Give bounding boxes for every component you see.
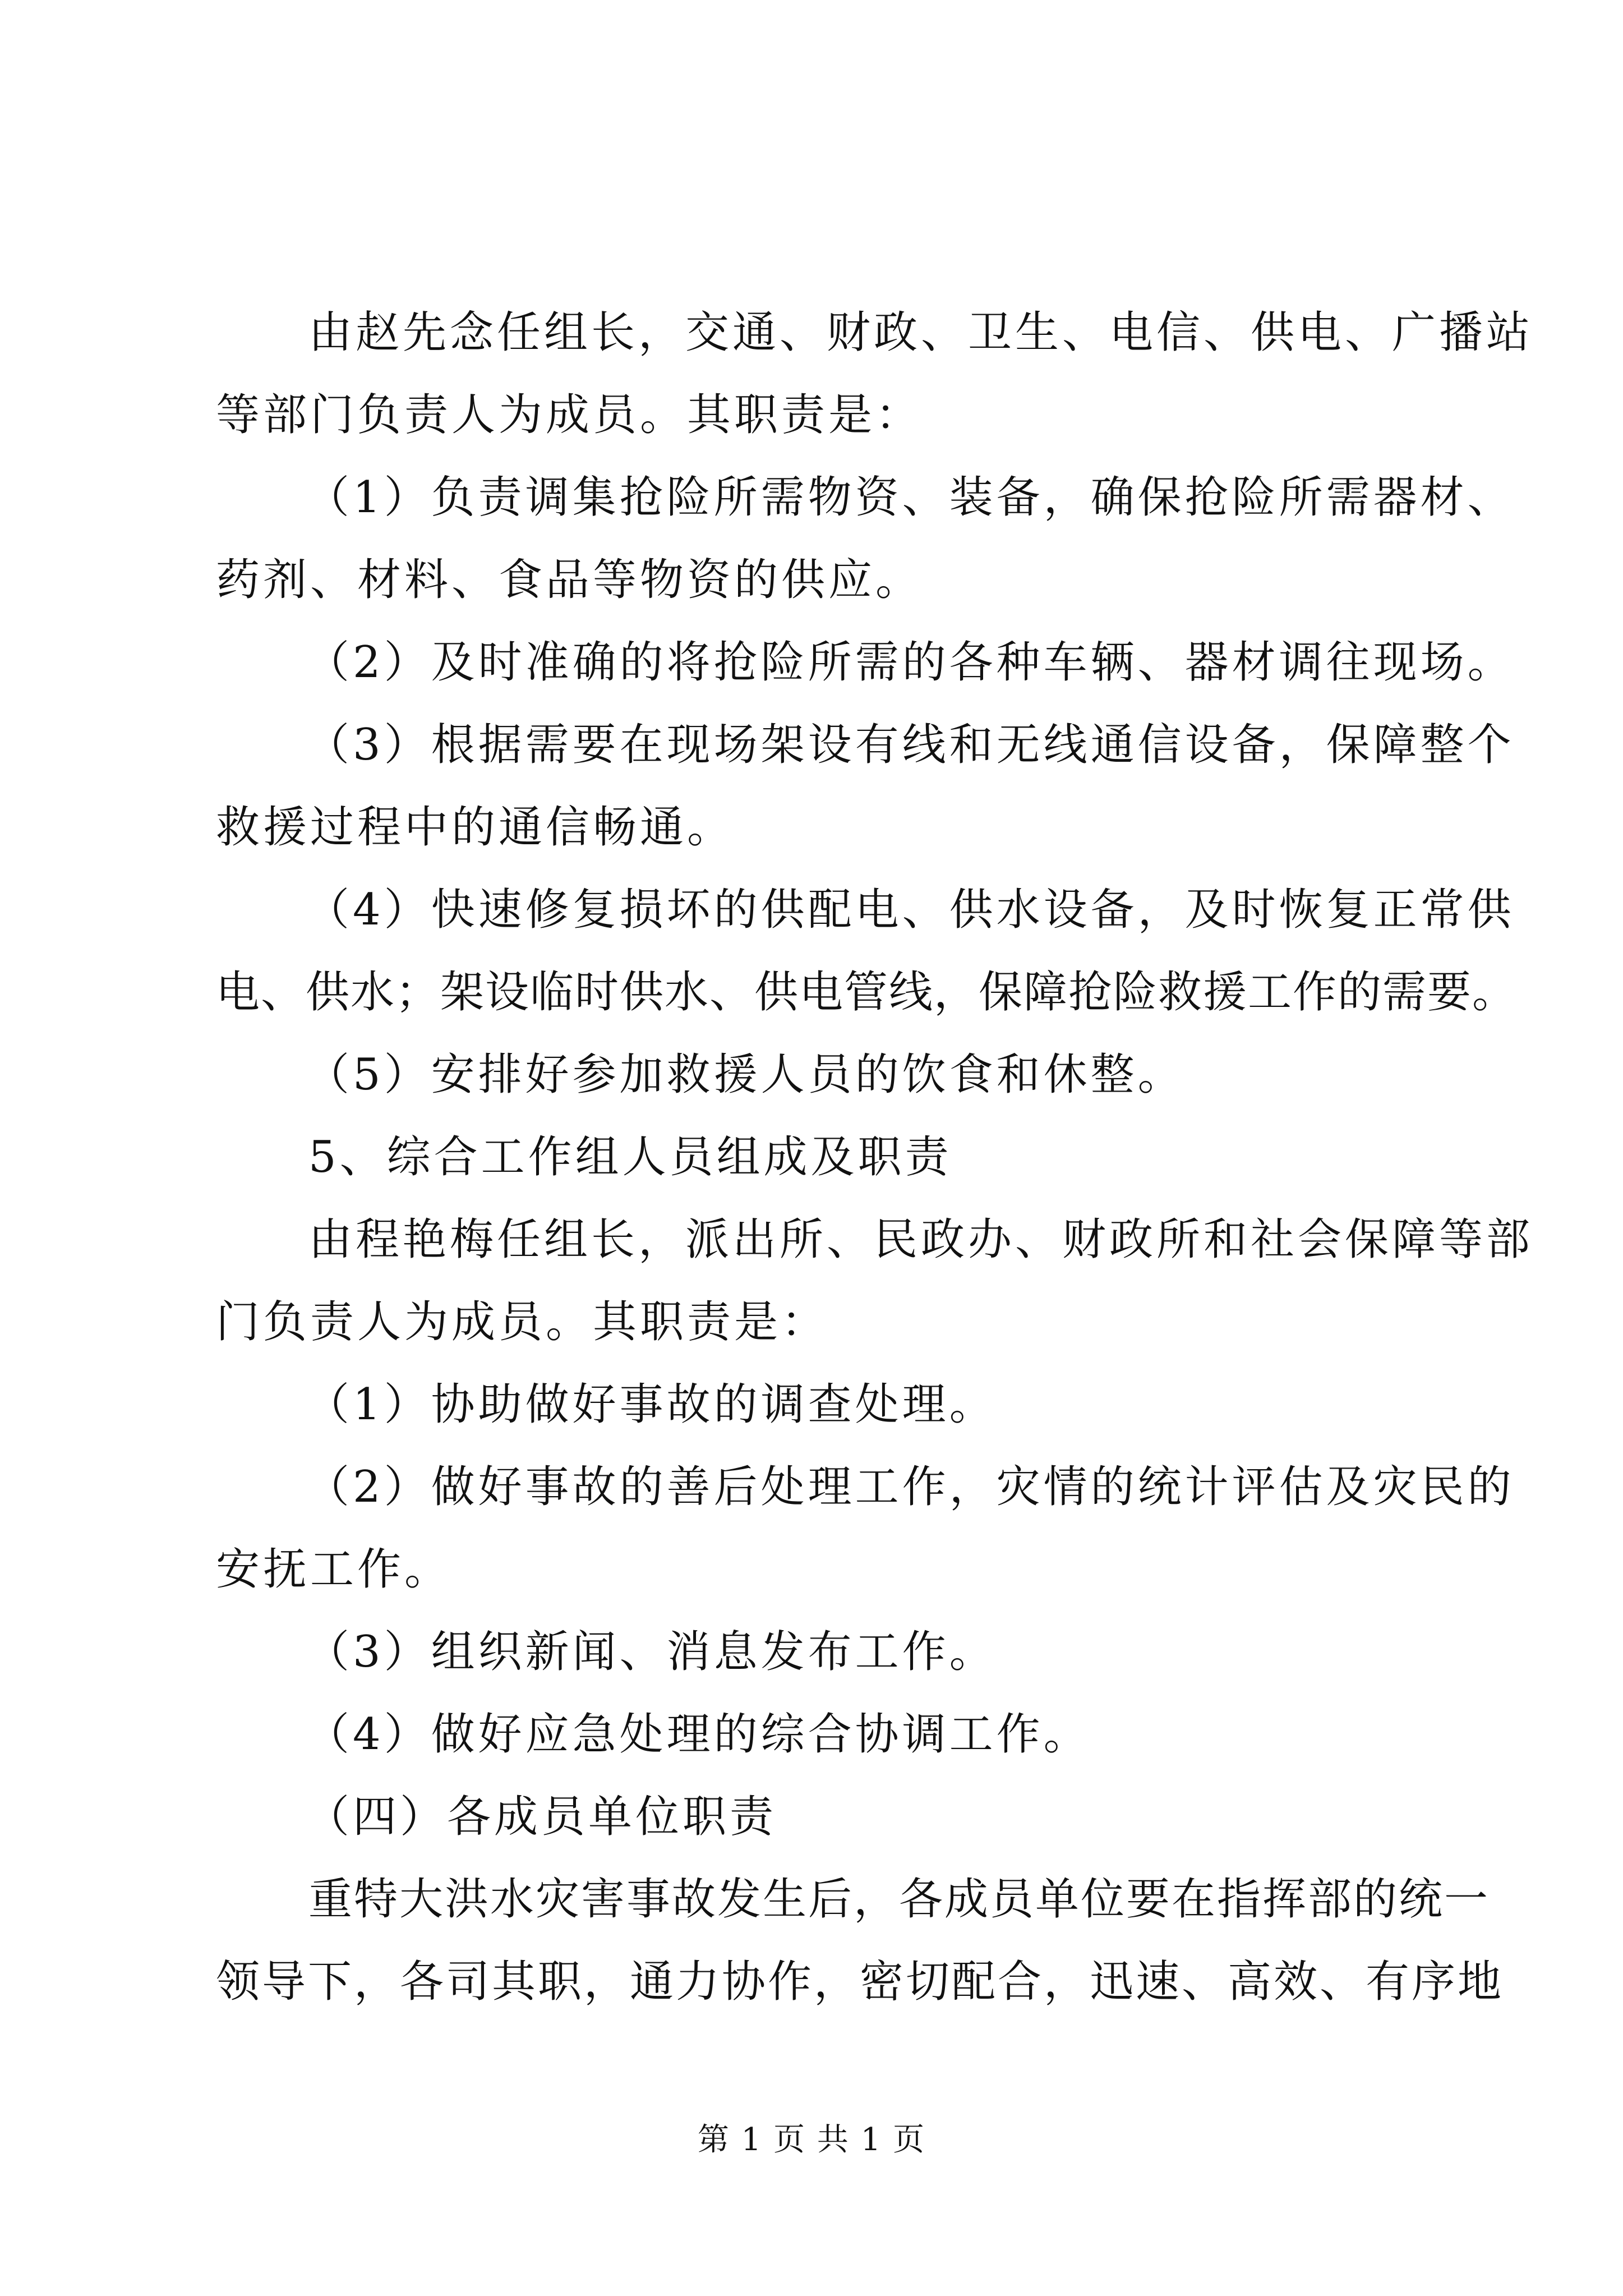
paragraph-line: 电、供水；架设临时供水、供电管线，保障抢险救援工作的需要。 bbox=[216, 967, 1518, 1018]
section-heading: （四）各成员单位职责 bbox=[306, 1792, 777, 1842]
list-item-line: （2）及时准确的将抢险所需的各种车辆、器材调往现场。 bbox=[306, 637, 1515, 688]
section-heading: 5、综合工作组人员组成及职责 bbox=[308, 1132, 952, 1182]
paragraph-line: 领导下，各司其职，通力协作，密切配合，迅速、高效、有序地 bbox=[216, 1957, 1504, 2007]
list-item-line: （4）快速修复损坏的供配电、供水设备，及时恢复正常供 bbox=[306, 885, 1515, 935]
paragraph-line: 由程艳梅任组长，派出所、民政办、财政所和社会保障等部 bbox=[308, 1214, 1534, 1265]
document-body bbox=[216, 292, 1534, 2023]
paragraph-line: 重特大洪水灾害事故发生后，各成员单位要在指挥部的统一 bbox=[308, 1874, 1490, 1925]
list-item-line: （3）组织新闻、消息发布工作。 bbox=[306, 1627, 997, 1677]
list-item-line: （3）根据需要在现场架设有线和无线通信设备，保障整个 bbox=[306, 720, 1515, 770]
paragraph-line: 等部门负责人为成员。其职责是： bbox=[216, 390, 923, 440]
paragraph-line: 门负责人为成员。其职责是： bbox=[216, 1297, 829, 1347]
list-item-line: （2）做好事故的善后处理工作，灾情的统计评估及灾民的 bbox=[306, 1462, 1515, 1512]
page-footer: 第 1 页 共 1 页 bbox=[697, 2122, 926, 2158]
paragraph-line: 救援过程中的通信畅通。 bbox=[216, 802, 735, 853]
paragraph-line: 由赵先念任组长，交通、财政、卫生、电信、供电、广播站 bbox=[308, 307, 1534, 358]
list-item-line: （4）做好应急处理的综合协调工作。 bbox=[306, 1709, 1091, 1760]
list-item-line: （1）负责调集抢险所需物资、装备，确保抢险所需器材、 bbox=[306, 472, 1515, 523]
paragraph-line: 安抚工作。 bbox=[216, 1544, 452, 1595]
list-item-line: （1）协助做好事故的调查处理。 bbox=[306, 1379, 997, 1430]
list-item-line: （5）安排好参加救援人员的饮食和休整。 bbox=[306, 1050, 1185, 1100]
paragraph-line: 药剂、材料、食品等物资的供应。 bbox=[216, 555, 923, 605]
